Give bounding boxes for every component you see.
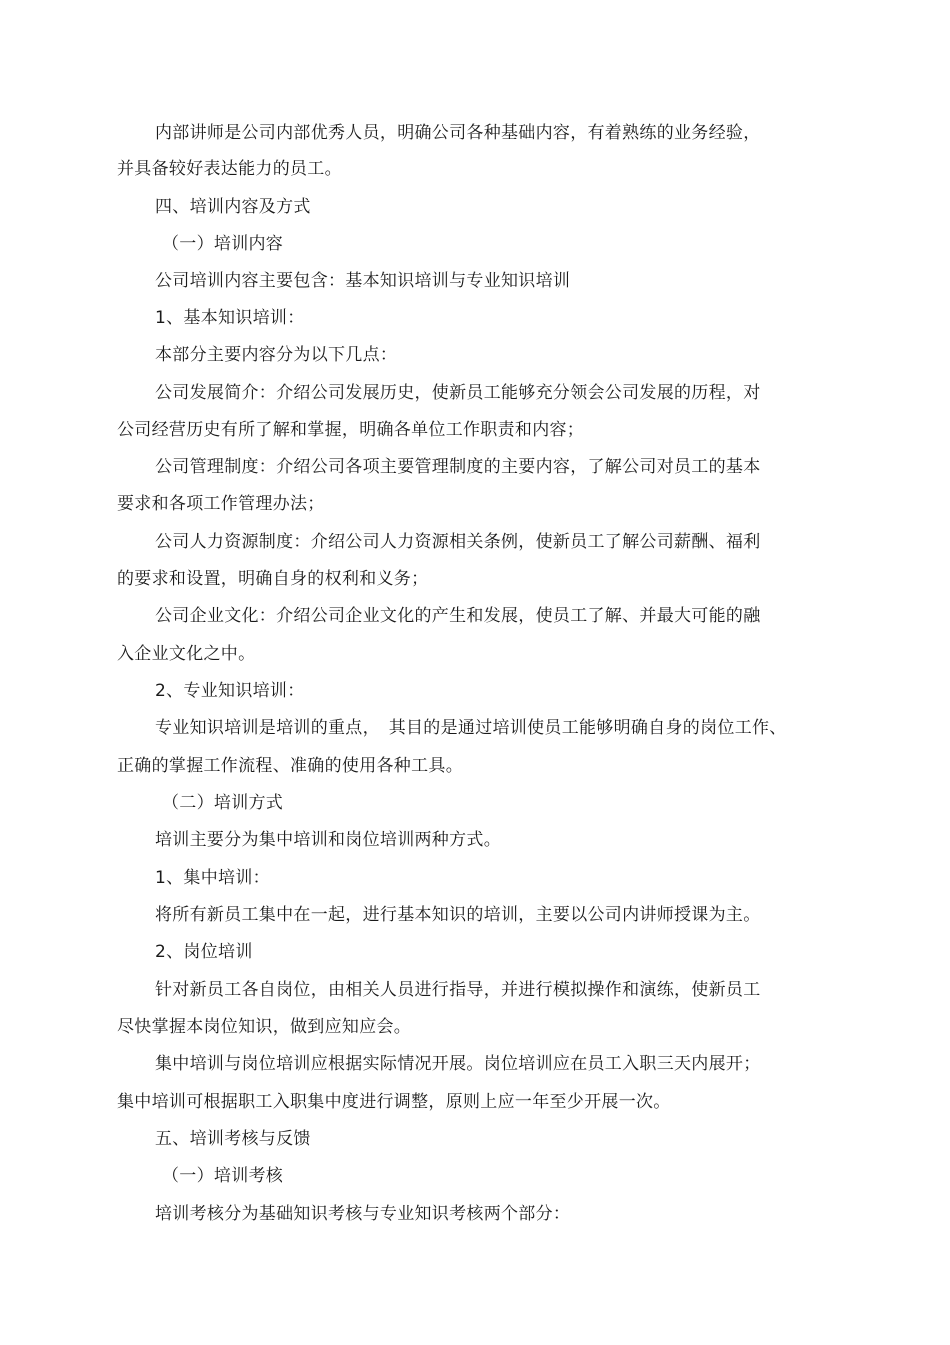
- item-heading: 2、专业知识培训：: [155, 681, 305, 701]
- paragraph-line: 公司企业文化：介绍公司企业文化的产生和发展，使员工了解、并最大可能的融: [155, 606, 761, 626]
- item-heading: 1、集中培训：: [155, 868, 270, 888]
- paragraph-line: 正确的掌握工作流程、准确的使用各种工具。: [117, 756, 463, 776]
- paragraph-line: 集中培训可根据职工入职集中度进行调整，原则上应一年至少开展一次。: [117, 1092, 671, 1112]
- paragraph-line: 专业知识培训是培训的重点， 其目的是通过培训使员工能够明确自身的岗位工作、: [155, 718, 787, 738]
- paragraph-line: 要求和各项工作管理办法；: [117, 494, 325, 514]
- paragraph-line: 公司发展简介：介绍公司发展历史，使新员工能够充分领会公司发展的历程，对: [155, 383, 761, 403]
- paragraph-line: 公司管理制度：介绍公司各项主要管理制度的主要内容，了解公司对员工的基本: [155, 457, 761, 477]
- paragraph-line: 内部讲师是公司内部优秀人员，明确公司各种基础内容，有着熟练的业务经验，: [155, 123, 761, 143]
- paragraph-line: 的要求和设置，明确自身的权利和义务；: [117, 569, 429, 589]
- paragraph-line: 将所有新员工集中在一起，进行基本知识的培训，主要以公司内讲师授课为主。: [155, 905, 761, 925]
- section-heading: 四、培训内容及方式: [155, 197, 311, 217]
- item-heading: 2、岗位培训: [155, 942, 253, 962]
- paragraph-line: 集中培训与岗位培训应根据实际情况开展。岗位培训应在员工入职三天内展开；: [155, 1054, 761, 1074]
- item-heading: 1、基本知识培训：: [155, 308, 305, 328]
- subsection-heading: （一）培训考核: [162, 1166, 284, 1186]
- paragraph-line: 培训考核分为基础知识考核与专业知识考核两个部分：: [155, 1204, 571, 1224]
- section-heading: 五、培训考核与反馈: [155, 1129, 311, 1149]
- subsection-heading: （一）培训内容: [162, 234, 284, 254]
- paragraph-line: 本部分主要内容分为以下几点：: [155, 345, 398, 365]
- subsection-heading: （二）培训方式: [162, 793, 284, 813]
- paragraph-line: 入企业文化之中。: [117, 644, 256, 664]
- paragraph-line: 培训主要分为集中培训和岗位培训两种方式。: [155, 830, 501, 850]
- paragraph-line: 针对新员工各自岗位，由相关人员进行指导，并进行模拟操作和演练，使新员工: [155, 980, 761, 1000]
- paragraph-line: 公司人力资源制度：介绍公司人力资源相关条例，使新员工了解公司薪酬、福利: [155, 532, 761, 552]
- paragraph-line: 并具备较好表达能力的员工。: [117, 159, 342, 179]
- paragraph-line: 公司经营历史有所了解和掌握，明确各单位工作职责和内容；: [117, 420, 585, 440]
- paragraph-line: 公司培训内容主要包含：基本知识培训与专业知识培训: [155, 271, 571, 291]
- paragraph-line: 尽快掌握本岗位知识，做到应知应会。: [117, 1017, 412, 1037]
